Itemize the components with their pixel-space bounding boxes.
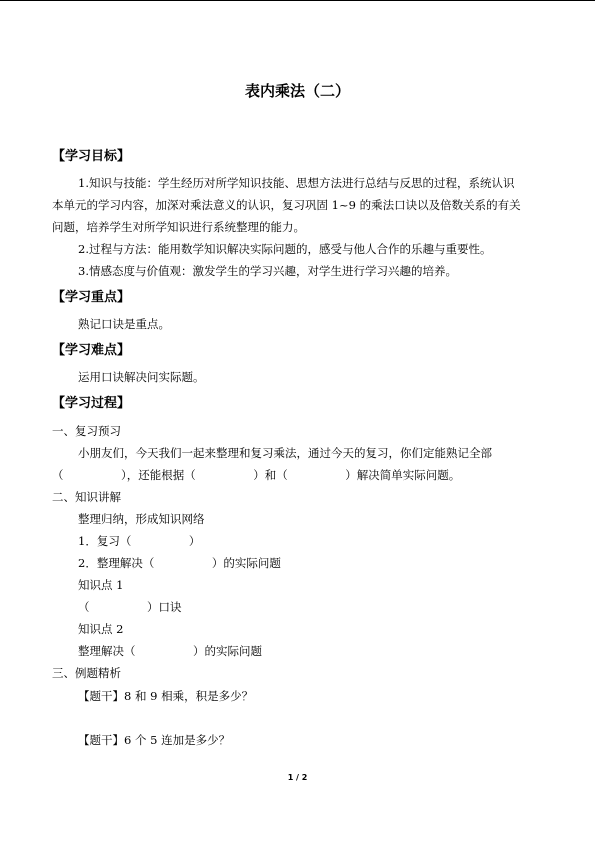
- section-3-title: 三、例题精析: [52, 666, 121, 680]
- example-question-1: 【题干】8 和 9 相乘，积是多少？: [78, 689, 254, 703]
- section-2-line-5: （ ）口诀: [78, 600, 182, 614]
- key-points-text: 熟记口诀是重点。: [78, 317, 170, 331]
- goal-1-line-3: 问题，培养学生对所学知识进行系统整理的能力。: [52, 220, 305, 234]
- section-1-line-2: （ ），还能根据（ ）和（ ）解决简单实际问题。: [52, 468, 461, 482]
- section-2-title: 二、知识讲解: [52, 490, 121, 504]
- document-title: 表内乘法（二）: [244, 82, 350, 100]
- page-number: 1 / 2: [287, 773, 308, 782]
- section-2-line-4: 知识点 1: [78, 578, 124, 592]
- key-points-heading: 【学习重点】: [52, 290, 131, 305]
- section-1-line-1: 小朋友们，今天我们一起来整理和复习乘法，通过今天的复习，你们定能熟记全部: [78, 446, 492, 460]
- section-2-line-3: 2．整理解决（ ）的实际问题: [78, 556, 281, 570]
- goal-1-line-2: 本单元的学习内容，加深对乘法意义的认识，复习巩固 1~9 的乘法口诀以及倍数关系的有关: [52, 198, 521, 212]
- difficulties-text: 运用口诀解决问实际题。: [78, 370, 205, 384]
- section-1-title: 一、复习预习: [52, 424, 121, 438]
- section-2-line-1: 整理归纳，形成知识网络: [78, 512, 205, 526]
- learning-process-heading: 【学习过程】: [52, 396, 131, 411]
- section-2-line-6: 知识点 2: [78, 622, 124, 636]
- learning-goals-heading: 【学习目标】: [52, 149, 131, 164]
- section-2-line-2: 1．复习（ ）: [78, 534, 201, 548]
- goal-2: 2.过程与方法：能用数学知识解决实际问题的，感受与他人合作的乐趣与重要性。: [78, 242, 492, 256]
- section-2-line-7: 整理解决（ ）的实际问题: [78, 644, 262, 658]
- header-rule: [0, 0, 595, 1]
- goal-1-line-1: 1.知识与技能：学生经历对所学知识技能、思想方法进行总结与反思的过程，系统认识: [78, 176, 515, 190]
- difficulties-heading: 【学习难点】: [52, 343, 131, 358]
- example-question-2: 【题干】6 个 5 连加是多少？: [78, 733, 231, 747]
- goal-3: 3.情感态度与价值观：激发学生的学习兴趣，对学生进行学习兴趣的培养。: [78, 264, 457, 278]
